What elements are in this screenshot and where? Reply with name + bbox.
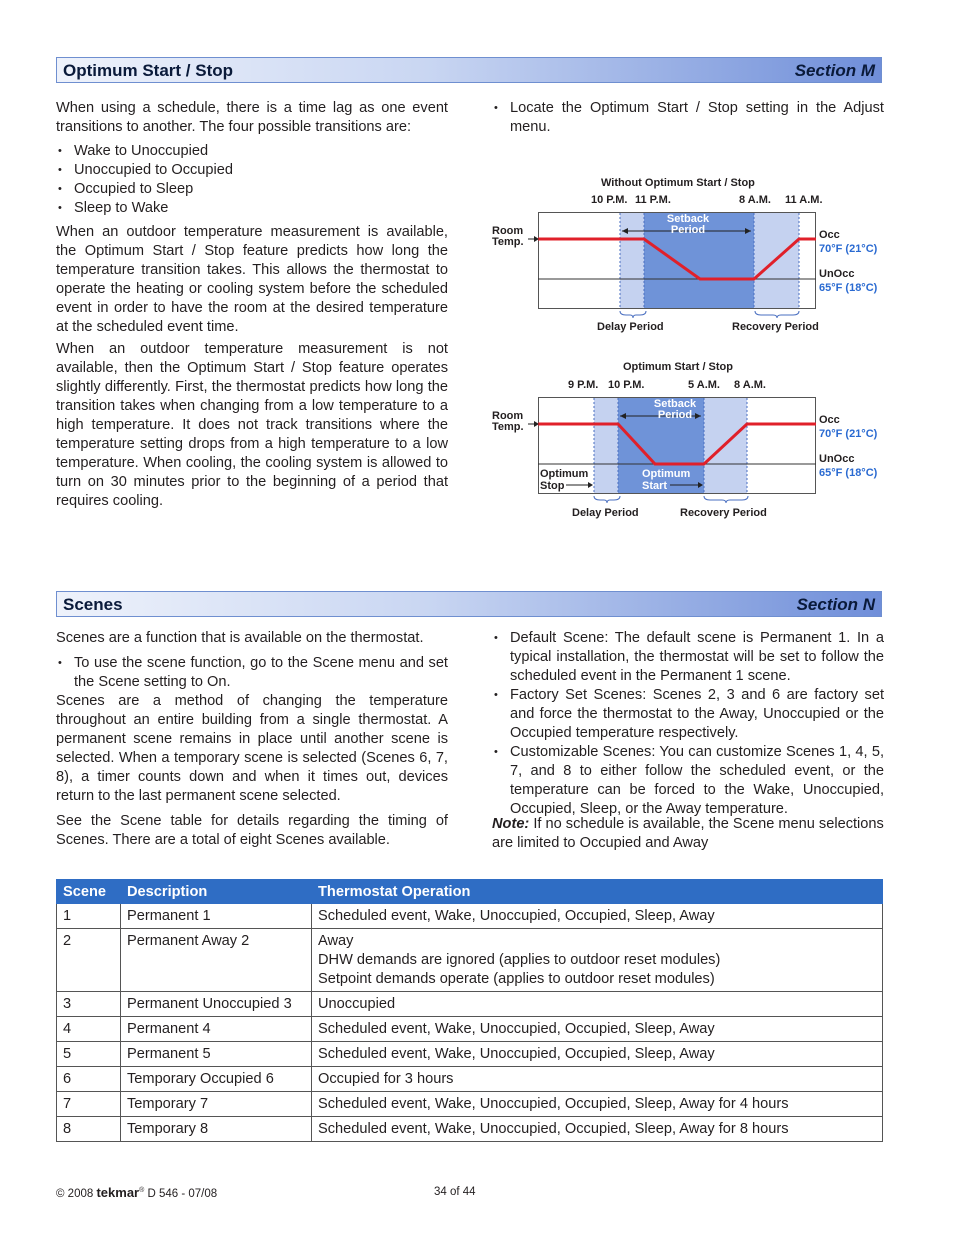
unocc-label: UnOcc — [819, 268, 855, 280]
list-item: • Unoccupied to Occupied — [56, 161, 448, 180]
scene-number: 1 — [57, 904, 121, 929]
scene-operation: Unoccupied — [312, 992, 883, 1017]
list-item: • Factory Set Scenes: Scenes 2, 3 and 6 are factory set and force the thermostat to the Away, Unoccupied or the Occupied temperature respectively. — [492, 686, 884, 743]
table-row — [57, 1017, 883, 1042]
scenes-method-paragraph: Scenes are a method of changing the temperature throughout an entire building from a single thermostat. A permanent scene remains in place until another scene is selected. When a temporary scene is selected (Scenes 6, 7, 8), a timer counts down and when it times out, devices return to the last permanent scene selected. — [56, 693, 448, 804]
list-item: • Locate the Optimum Start / Stop setting in the Adjust menu. — [492, 99, 884, 137]
page-number: 34 of 44 — [434, 1186, 476, 1198]
diagram-title: Optimum Start / Stop — [623, 361, 733, 373]
occ-label: Occ — [819, 414, 840, 426]
brace-icon — [592, 495, 622, 503]
section-label: Section N — [796, 595, 875, 614]
table-row — [57, 929, 883, 992]
scene-number: 3 — [57, 992, 121, 1017]
scene-description: Permanent 1 — [121, 904, 312, 929]
time-label: 11 P.M. — [635, 194, 671, 206]
arrow-right-icon — [528, 235, 540, 243]
arrow-right-icon — [528, 420, 540, 428]
arrow-right-icon — [670, 481, 704, 489]
room-temp-label: Room Temp. — [492, 225, 524, 248]
setback-label: Setback Period — [666, 213, 710, 236]
adjust-bullet — [492, 99, 884, 137]
scene-table — [56, 879, 883, 1142]
scene-number: 4 — [57, 1017, 121, 1042]
brace-icon — [702, 495, 750, 503]
scene-number: 6 — [57, 1067, 121, 1092]
unocc-temp-label: 65°F (18°C) — [819, 282, 878, 294]
scene-operation: Scheduled event, Wake, Unoccupied, Occupied, Sleep, Away — [312, 1042, 883, 1067]
arrow-right-icon — [566, 481, 594, 489]
time-label: 10 P.M. — [591, 194, 628, 206]
scene-description: Temporary 7 — [121, 1092, 312, 1117]
scene-operation: Scheduled event, Wake, Unoccupied, Occupied, Sleep, Away — [312, 904, 883, 929]
scenes-table-paragraph: See the Scene table for details regarding the timing of Scenes. There are a total of eight Scenes available. — [56, 813, 448, 848]
column-header: Thermostat Operation — [312, 880, 883, 904]
occ-temp-label: 70°F (21°C) — [819, 243, 878, 255]
column-header: Scene — [57, 880, 121, 904]
section-label: Section M — [794, 61, 875, 80]
list-item: • Occupied to Sleep — [56, 180, 448, 199]
list-item: • Customizable Scenes: You can customize Scenes 1, 4, 5, 7, and 8 to either follow the scheduled event, or the temperature can be forced to the Wake, Unoccupied, Occupied, Sleep, or the Away temperature. — [492, 743, 884, 819]
scene-number: 2 — [57, 929, 121, 992]
list-item: • Wake to Unoccupied — [56, 142, 448, 161]
occ-label: Occ — [819, 229, 840, 241]
outdoor-unavailable-paragraph: When an outdoor temperature measurement is not available, then the Optimum Start / Stop feature operates slightly differently. First, the thermostat predicts how long the transition takes when changing from a low temperature to a high temperature. It does not track transitions where the temperature setting drops from a high temperature to a low temperature. When cooling, the cooling system is allowed to turn on 30 minutes prior to the beginning of a period that requires cooling. — [56, 341, 448, 509]
list-item: • Default Scene: The default scene is Permanent 1. In a typical installation, the thermostat will be set to follow the scheduled event in the Permanent 1 scene. — [492, 629, 884, 686]
brace-icon — [753, 310, 801, 318]
list-item: • To use the scene function, go to the Scene menu and set the Scene setting to On. — [56, 654, 448, 692]
optimum-start-label: Optimum Start — [642, 468, 691, 492]
section-n-header — [56, 591, 882, 617]
optimum-stop-label: Optimum Stop — [540, 468, 589, 492]
table-row — [57, 992, 883, 1017]
outdoor-available-paragraph: When an outdoor temperature measurement is available, the Optimum Start / Stop feature predicts how long the temperature transition takes. This allows the thermostat to operate the heating or cooling system before the scheduled event in order to have the room at the desired temperature at the scheduled event time. — [56, 224, 448, 335]
table-row — [57, 1067, 883, 1092]
footer-left — [56, 1185, 217, 1200]
room-temp-label: Room Temp. — [492, 410, 524, 433]
time-label: 11 A.M. — [785, 194, 823, 206]
scene-operation: Occupied for 3 hours — [312, 1067, 883, 1092]
time-label: 10 P.M. — [608, 379, 645, 391]
note-text: If no schedule is available, the Scene menu selections are limited to Occupied and Away — [492, 816, 884, 851]
scene-operation: Scheduled event, Wake, Unoccupied, Occupied, Sleep, Away for 8 hours — [312, 1117, 883, 1142]
time-label: 9 P.M. — [568, 379, 599, 391]
scenes-intro: Scenes are a function that is available on the thermostat. — [56, 630, 424, 646]
operation-line: Away — [318, 933, 354, 949]
scene-number: 8 — [57, 1117, 121, 1142]
scene-operation — [312, 929, 883, 992]
table-row — [57, 1092, 883, 1117]
registered-mark: ® — [139, 1187, 145, 1195]
column-header: Description — [121, 880, 312, 904]
scene-description: Permanent Away 2 — [121, 929, 312, 992]
table-header-row — [57, 880, 883, 904]
scene-number: 5 — [57, 1042, 121, 1067]
scene-description: Temporary Occupied 6 — [121, 1067, 312, 1092]
scene-usage-bullet — [56, 654, 448, 692]
brand-logo: tekmar — [96, 1185, 140, 1200]
unocc-temp-label: 65°F (18°C) — [819, 467, 878, 479]
scene-operation: Scheduled event, Wake, Unoccupied, Occupied, Sleep, Away for 4 hours — [312, 1092, 883, 1117]
time-label: 8 A.M. — [739, 194, 771, 206]
document-number: D 546 - 07/08 — [147, 1188, 218, 1200]
table-row — [57, 1117, 883, 1142]
table-row — [57, 1042, 883, 1067]
unocc-label: UnOcc — [819, 453, 855, 465]
section-title: Optimum Start / Stop — [63, 61, 233, 80]
delay-period-label: Delay Period — [597, 321, 664, 333]
intro-paragraph: When using a schedule, there is a time lag as one event transitions to another. The four possible transitions are: — [56, 100, 448, 135]
operation-line: DHW demands are ignored (applies to outdoor reset modules) — [318, 952, 721, 968]
scene-description: Permanent 5 — [121, 1042, 312, 1067]
list-item: • Sleep to Wake — [56, 199, 448, 218]
scene-description: Temporary 8 — [121, 1117, 312, 1142]
table-row — [57, 904, 883, 929]
copyright: © 2008 — [56, 1188, 94, 1200]
brace-icon — [618, 310, 648, 318]
time-label: 8 A.M. — [734, 379, 766, 391]
recovery-period-label: Recovery Period — [680, 507, 767, 519]
time-label: 5 A.M. — [688, 379, 720, 391]
section-m-header — [56, 57, 882, 83]
section-title: Scenes — [63, 595, 123, 614]
setback-label: Setback Period — [653, 398, 697, 421]
transition-list — [56, 142, 448, 218]
delay-period-label: Delay Period — [572, 507, 639, 519]
diagram-title: Without Optimum Start / Stop — [601, 177, 755, 189]
scene-types-list — [492, 629, 884, 819]
note-label: Note: — [492, 816, 530, 832]
note-paragraph — [492, 815, 884, 853]
scene-description: Permanent 4 — [121, 1017, 312, 1042]
scene-description: Permanent Unoccupied 3 — [121, 992, 312, 1017]
scene-operation: Scheduled event, Wake, Unoccupied, Occupied, Sleep, Away — [312, 1017, 883, 1042]
recovery-period-label: Recovery Period — [732, 321, 819, 333]
operation-line: Setpoint demands operate (applies to outdoor reset modules) — [318, 971, 715, 987]
occ-temp-label: 70°F (21°C) — [819, 428, 878, 440]
scene-number: 7 — [57, 1092, 121, 1117]
